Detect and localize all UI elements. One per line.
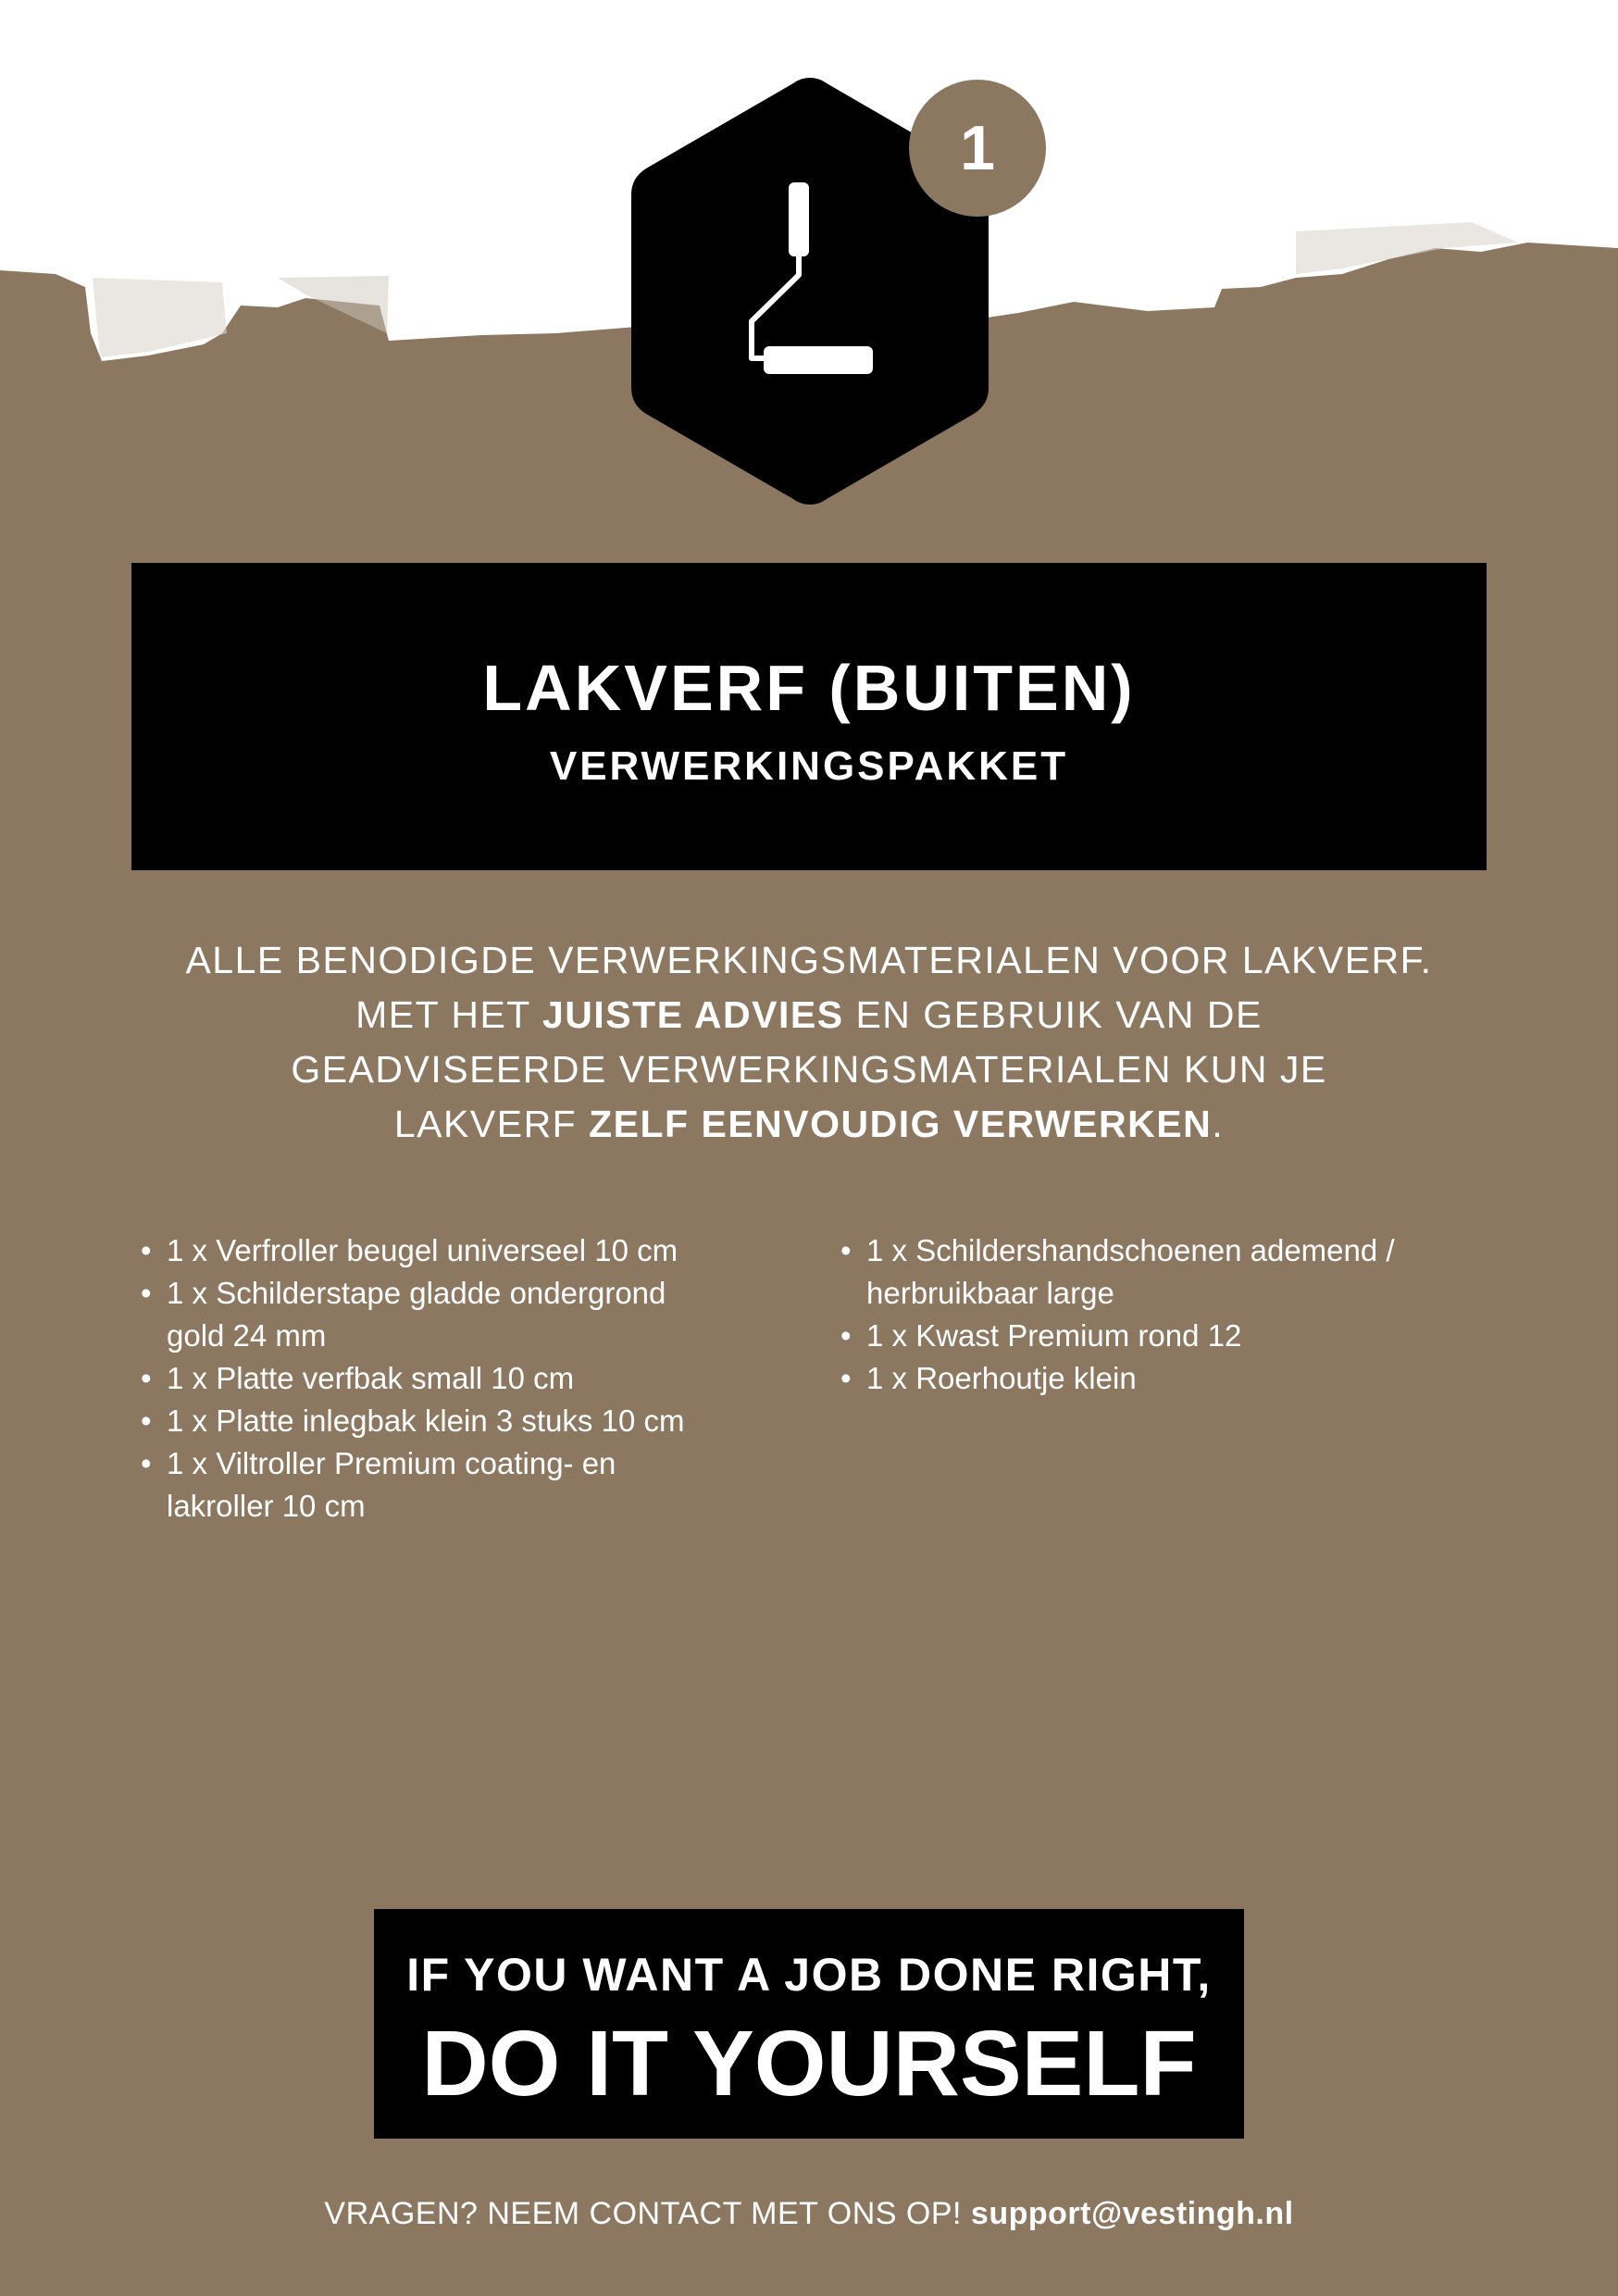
slogan-box [374,1909,1244,2139]
list-item-text-cont: herbruikbaar large [866,1276,1114,1310]
list-item-text: • 1 x Schildershandschoenen ademend / [866,1233,1395,1267]
support-email-link[interactable]: support@vestingh.nl [970,2196,1294,2231]
list-item-text: • 1 x Verfroller beugel universeel 10 cm [167,1233,678,1267]
list-item-text: • 1 x Schilderstape gladde ondergrond [167,1276,666,1310]
list-item-text-cont: lakroller 10 cm [167,1489,366,1523]
list-item-text: • 1 x Viltroller Premium coating- en [167,1446,616,1480]
list-item [141,1442,733,1528]
intro-line-4-pre: LAKVERF [393,1103,590,1145]
intro-line-4-post: . [1212,1103,1225,1145]
list-item-text: • 1 x Roerhoutje klein [866,1361,1137,1395]
intro-emphasis-self: ZELF EENVOUDIG VERWERKEN [589,1103,1213,1145]
list-item-text: • 1 x Platte inlegbak klein 3 stuks 10 cm [167,1404,685,1438]
intro-line-2-post: EN GEBRUIK VAN DE [843,993,1263,1036]
list-item [840,1315,1433,1357]
intro-text [115,933,1503,1152]
intro-line-1: ALLE BENODIGDE VERWERKINGSMATERIALEN VOOR LAKVERF. [185,939,1433,981]
list-item [840,1357,1433,1400]
list-item [141,1272,733,1357]
step-number: 1 [960,113,995,183]
page-title: LAKVERF (BUITEN) [482,652,1136,724]
list-item [141,1357,733,1400]
list-item [840,1229,1433,1315]
list-item [141,1400,733,1442]
list-item-text: • 1 x Platte verfbak small 10 cm [167,1361,575,1395]
page-subtitle: VERWERKINGSPAKKET [549,743,1069,789]
footer-contact [0,2196,1618,2232]
materials-list-left [141,1229,733,1528]
footer-text: VRAGEN? NEEM CONTACT MET ONS OP! [324,2196,971,2231]
intro-line-4 [115,1097,1503,1152]
list-item-text-cont: gold 24 mm [167,1318,327,1353]
materials-list-right [840,1229,1433,1400]
slogan-line-1: IF YOU WANT A JOB DONE RIGHT, [406,1949,1212,2001]
intro-line-2 [115,988,1503,1042]
slogan-line-2: DO IT YOURSELF [421,2012,1197,2115]
list-item [141,1229,733,1272]
intro-line-3: GEADVISEERDE VERWERKINGSMATERIALEN KUN JE [291,1048,1327,1091]
intro-line-2-pre: MET HET [355,993,542,1036]
list-item-text: • 1 x Kwast Premium rond 12 [866,1318,1242,1353]
intro-emphasis-advice: JUISTE ADVIES [542,993,844,1036]
step-number-badge [909,80,1046,217]
title-box [131,563,1487,870]
